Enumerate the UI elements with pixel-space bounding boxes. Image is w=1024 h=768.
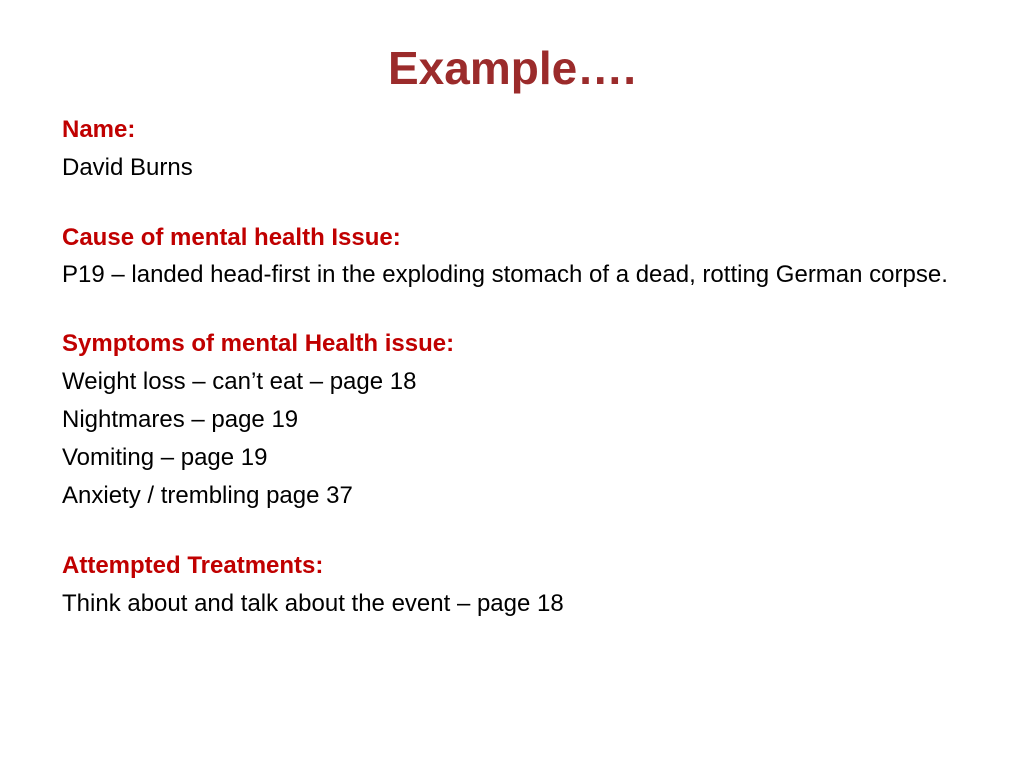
section-treatments — [62, 550, 962, 620]
symptom-item: Weight loss – can’t eat – page 18 — [62, 368, 417, 395]
symptom-item: Vomiting – page 19 — [62, 444, 268, 471]
section-heading-treatments: Attempted Treatments: — [62, 552, 324, 579]
slide-body — [62, 114, 962, 620]
section-name — [62, 114, 962, 184]
section-symptoms — [62, 328, 962, 512]
symptom-item: Anxiety / trembling page 37 — [62, 482, 353, 509]
slide-title: Example…. — [388, 42, 636, 94]
section-cause — [62, 222, 962, 290]
section-heading-symptoms: Symptoms of mental Health issue: — [62, 330, 455, 357]
cause-text: P19 – landed head-first in the exploding stomach of a dead, rotting German corpse. — [62, 261, 948, 288]
name-value: David Burns — [62, 154, 193, 181]
section-heading-name: Name: — [62, 116, 136, 143]
symptom-item: Nightmares – page 19 — [62, 406, 299, 433]
treatment-item: Think about and talk about the event – page 18 — [62, 590, 564, 617]
section-heading-cause: Cause of mental health Issue: — [62, 224, 401, 251]
